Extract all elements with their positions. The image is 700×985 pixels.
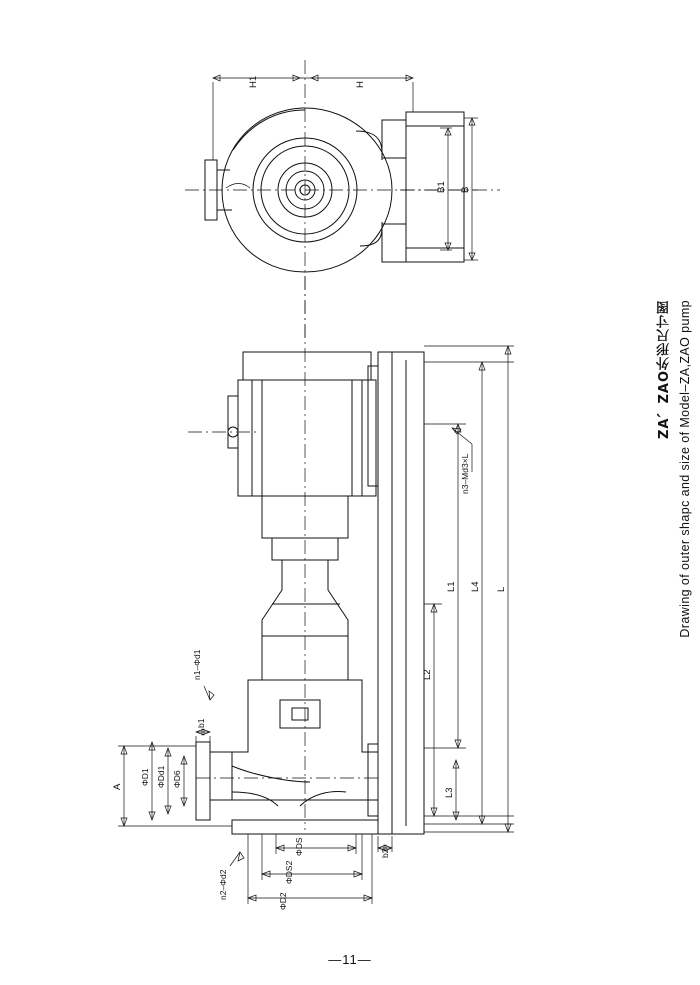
side-view-group	[112, 346, 514, 910]
dim-label-d2: ΦD2	[278, 892, 288, 910]
motor-frame	[238, 380, 376, 496]
terminal-box	[228, 396, 238, 448]
dim-label-l2: L2	[422, 669, 433, 680]
dim-label-b1-small: b1	[196, 718, 206, 728]
dim-label-b: B	[460, 186, 471, 193]
dim-label-h: H	[355, 81, 366, 88]
dim-label-b2: b2	[380, 848, 390, 858]
nameplate	[280, 700, 320, 728]
bracket-bottom-block	[382, 224, 406, 262]
callout-n2: n2–Φd2	[218, 869, 228, 900]
motor-fan-cover	[243, 352, 371, 380]
dim-label-l1: L1	[446, 581, 457, 592]
callout-n1: n1–Φd1	[192, 649, 202, 680]
support-arm-top	[356, 131, 382, 152]
bracket-top-block	[382, 120, 406, 158]
figure-caption-zh: ZA、ZAO外形尺寸图	[657, 300, 672, 440]
leader-n3	[452, 428, 472, 444]
dim-label-l4: L4	[470, 581, 481, 592]
dim-label-l3: L3	[444, 787, 455, 798]
dim-label-h1: H1	[248, 75, 259, 88]
callout-n3: n3–Md3×L	[460, 453, 470, 494]
suction-flange-side	[196, 742, 210, 820]
dim-label-a: A	[112, 783, 123, 790]
page-number: —11—	[328, 952, 372, 967]
end-view-group	[185, 60, 500, 340]
dim-label-b1: B1	[436, 181, 447, 193]
base-plate	[378, 352, 424, 834]
casing-inner-curve-bottom	[232, 792, 278, 806]
leader-n1-arrow	[209, 691, 214, 700]
dim-label-d1: ΦD1	[140, 768, 150, 786]
motor-body-rect	[406, 112, 464, 262]
casing-inner-curve-top	[232, 766, 310, 782]
suction-inner-arc	[226, 184, 250, 189]
dim-label-ds: ΦDS	[294, 837, 304, 856]
dim-label-d6: ΦD6	[172, 770, 182, 788]
figure-caption-en: Drawing of outer shapc and size of Model–ZA,ZAO pump	[678, 300, 692, 638]
nameplate-inner	[292, 708, 308, 720]
base-rib-bottom	[368, 744, 378, 816]
casing-inner-curve-right	[300, 792, 346, 806]
dim-label-dd1: ΦDd1	[156, 765, 166, 788]
dim-label-ds2: ΦDS2	[284, 860, 294, 884]
dim-label-l: L	[496, 586, 507, 592]
